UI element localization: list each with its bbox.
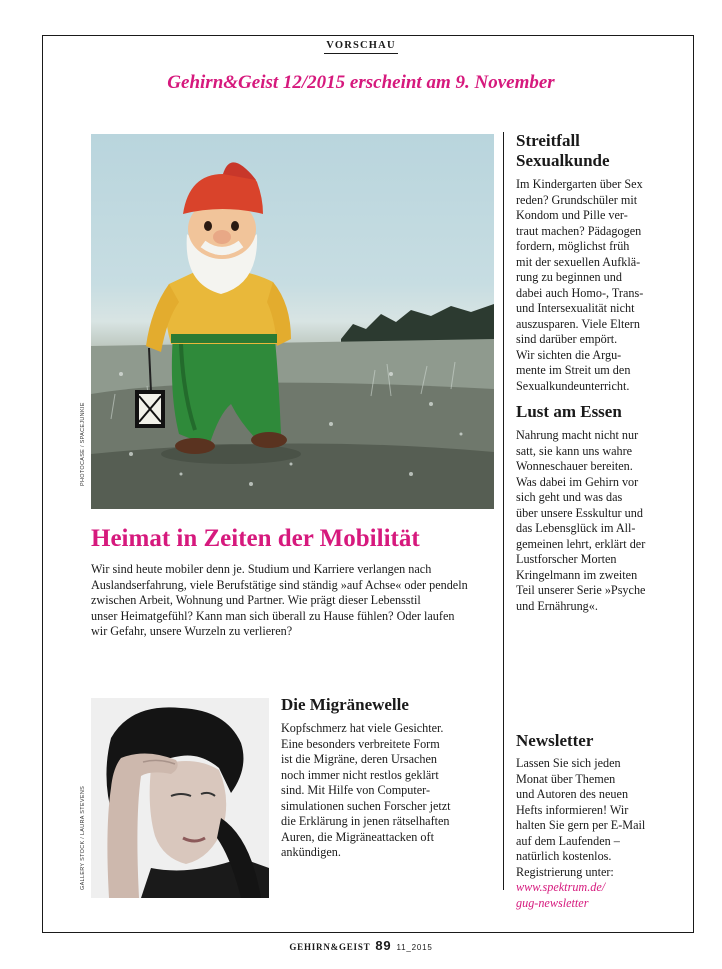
page-number: 89 (375, 938, 392, 953)
second-photo-credit: GALLERY STOCK / LAURA STEVENS (80, 785, 86, 890)
sidebar-newsletter-title: Newsletter (516, 731, 594, 750)
footer-magazine: GEHIRN&GEIST (289, 942, 371, 952)
column-divider (503, 132, 504, 890)
newsletter-link[interactable]: www.spektrum.de/ gug-newsletter (516, 880, 606, 910)
garden-gnome-photo (91, 134, 494, 509)
section-label: VORSCHAU (0, 40, 722, 51)
main-photo-credit: PHOTOCASE / SPACEJUNKIE (80, 402, 86, 486)
second-article-body: Kopfschmerz hat viele Gesichter. Eine besonders verbreitete Form ist die Migräne, deren Ursachen noch immer nicht restlos geklärt sind. Mit Hilfe von Computer- simulationen suchen Forscher jetzt die Erklärung in jenen rätselhaften Auren, die Migräneattacken oft ankündigen. (281, 721, 451, 859)
second-article-title: Die Migränewelle (281, 695, 409, 714)
footer-issue: 11_2015 (396, 943, 433, 952)
sidebar-essen-title: Lust am Essen (516, 402, 622, 421)
page-footer (0, 938, 722, 953)
woman-migraine-photo (91, 698, 269, 898)
main-article-lead: Wir sind heute mobiler denn je. Studium und Karriere verlangen nach Auslandserfahrung, viele Berufstätige sind ständig »auf Achse« oder pendeln zwischen Arbeit, Wohnung und Partner. Wie prägt dieser Lebensstil unser Heimatgefühl? Kann man sich überall zu Hause fühlen? Oder laufen wir Gefahr, unsere Wurzeln zu verlieren? (91, 562, 468, 639)
issue-announcement: Gehirn&Geist 12/2015 erscheint am 9. November (167, 72, 555, 93)
sidebar-essen-body: Nahrung macht nicht nur satt, sie kann uns wahre Wonneschauer bereiten. Was dabei im Gehirn vor sich geht und was das über unsere Esskultur und das Lebensglück im All- gemeinen lehrt, erklärt der Lustforscher Morten Kringelmann im zweiten Teil unserer Serie »Psyche und Ernährung«. (516, 428, 646, 613)
sidebar-newsletter-body: Lassen Sie sich jeden Monat über Themen und Autoren des neuen Hefts informieren! Wir halten Sie gern per E-Mail auf dem Laufenden – natürlich kostenlos. Registrierung unter: www.spektrum.de/ gug-newsletter (516, 756, 646, 910)
sidebar-streitfall-body: Im Kindergarten über Sex reden? Grundschüler mit Kondom und Pille ver- traut machen? Pädagogen fordern, möglichst früh mit der sexuellen Aufklä- rung zu beginnen und dabei auch Homo-, Trans- und Intersexualität nicht auszusparen. Viele Eltern sind darüber empört. Wir sichten die Argu- mente im Streit um den Sexualkundeunterricht. (516, 177, 644, 393)
sidebar-streitfall-title: Streitfall Sexualkunde (516, 131, 610, 170)
main-article-title: Heimat in Zeiten der Mobilität (91, 525, 420, 552)
